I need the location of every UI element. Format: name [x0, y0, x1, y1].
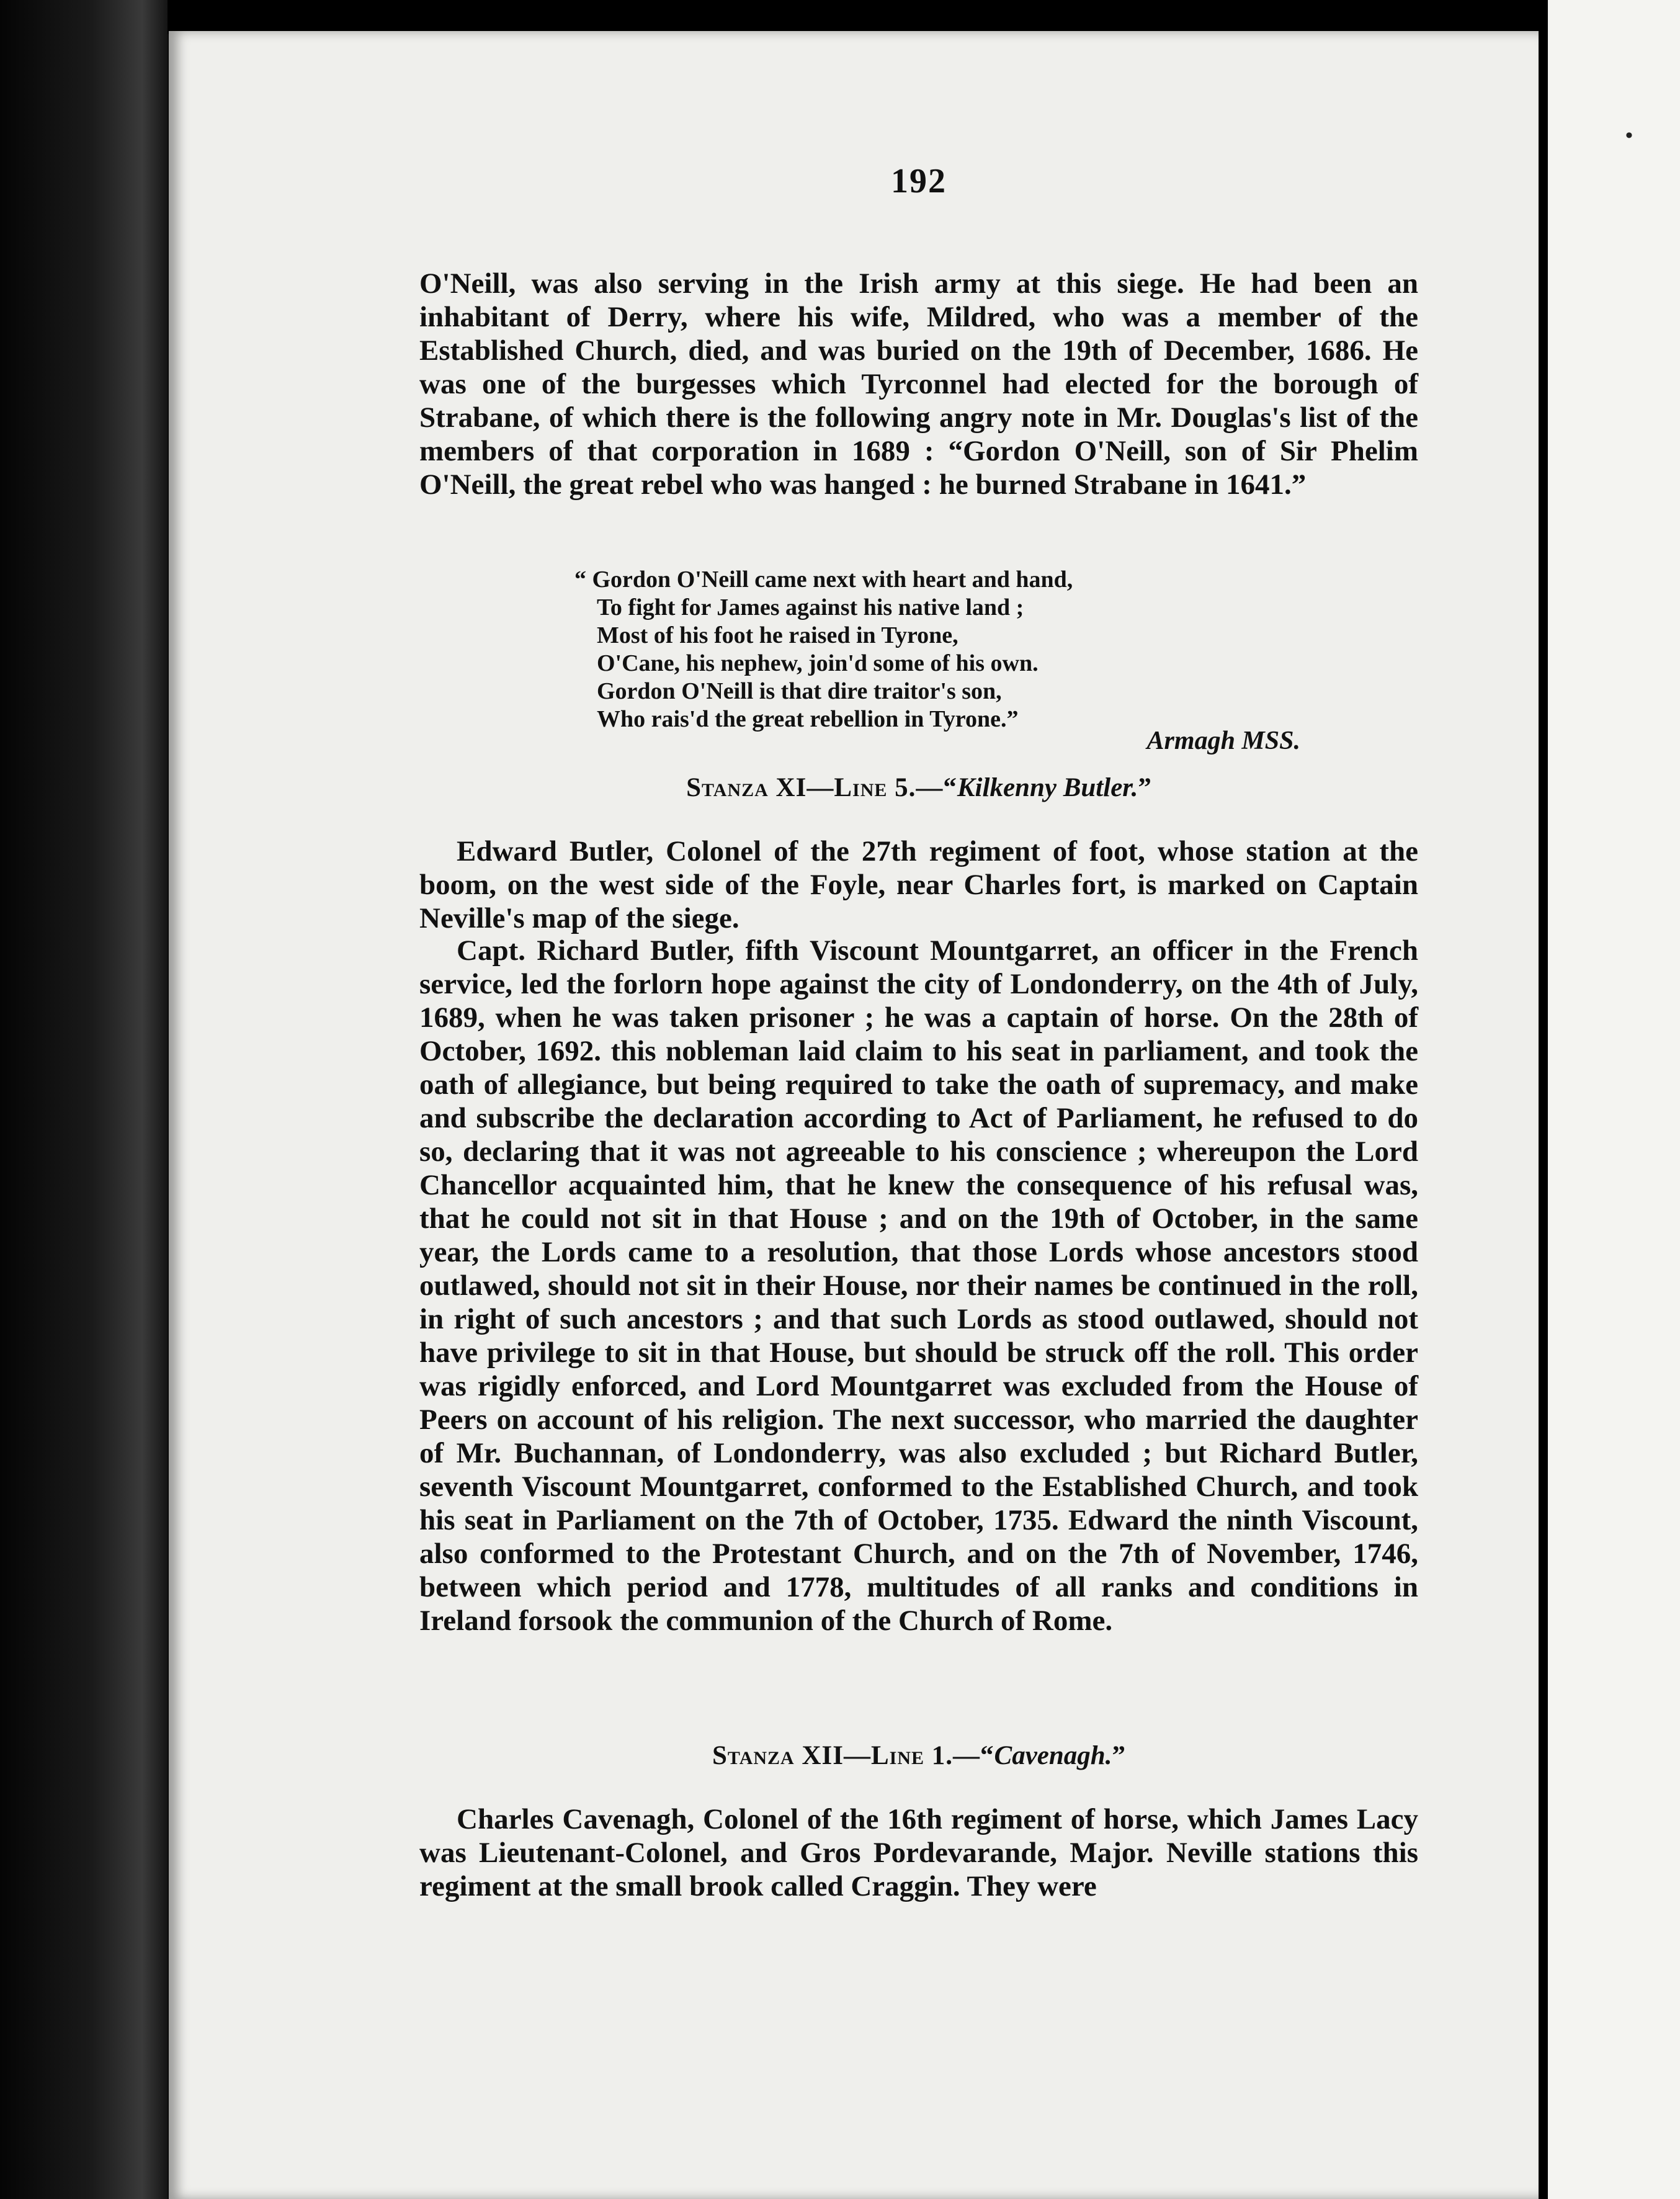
verse-quotation: [574, 566, 1307, 733]
section-heading-stanza-xi: [419, 773, 1418, 803]
book-spine-shadow: [0, 0, 168, 2199]
section-heading-stanza-xii: [419, 1740, 1418, 1771]
page-number: 192: [891, 162, 947, 200]
paragraph-edward-butler: Edward Butler, Colonel of the 27th regiment of foot, whose station at the boom, on the west side of the Foyle, near Charles fort, is marked on Captain Neville's map of the siege.: [419, 835, 1418, 934]
paragraph-charles-cavenagh: Charles Cavenagh, Colonel of the 16th regiment of horse, which James Lacy was Lieutenant-Colonel, and Gros Pordevarande, Major. Neville stations this regiment at the small brook called Craggin. They were: [419, 1803, 1418, 1902]
heading-suffix: ”: [1112, 1741, 1125, 1770]
scan-top-border: [0, 0, 1680, 34]
facing-page-edge: [1548, 0, 1680, 2199]
heading-title: Cavenagh.: [994, 1741, 1112, 1770]
paragraph-richard-butler: Capt. Richard Butler, fifth Viscount Mountgarret, an officer in the French service, led the forlorn hope against the city of Londonderry, on the 4th of July, 1689, when he was taken prisoner ; he was a captain of horse. On the 28th of October, 1692. this nobleman laid claim to his seat in parliament, and took the oath of allegiance, but being required to take the oath of supremacy, and make and subscribe the declaration according to Act of Parliament, he refused to do so, declaring that it was not agreeable to his conscience ; whereupon the Lord Chancellor acquainted him, that he knew the consequence of his refusal was, that he could not sit in that House ; and on the 19th of October, in the same year, the Lords came to a resolution, that those Lords whose ancestors stood outlawed, should not sit in their House, nor their names be continued in the roll, in right of such ancestors ; and that such Lords as stood outlawed, should not have privilege to sit in that House, but should be struck off the roll. This order was rigidly enforced, and Lord Mountgarret was excluded from the House of Peers on account of his religion. The next successor, who married the daughter of Mr. Buchannan, of Londonderry, was also excluded ; but Richard Butler, seventh Viscount Mountgarret, conformed to the Established Church, and took his seat in Parliament on the 7th of October, 1735. Edward the ninth Viscount, also conformed to the Protestant Church, and on the 7th of November, 1746, between which period and 1778, multitudes of all ranks and conditions in Ireland forsook the communion of the Church of Rome.: [419, 934, 1418, 1637]
facing-page-speck: •: [1625, 124, 1633, 147]
heading-title: Kilkenny Butler.: [957, 773, 1138, 802]
verse-attribution: Armagh MSS.: [1146, 727, 1300, 755]
verse-line: Most of his foot he raised in Tyrone,: [597, 622, 958, 648]
book-page: [169, 31, 1539, 2199]
verse-line: Who rais'd the great rebellion in Tyrone.”: [597, 706, 1019, 732]
heading-suffix: ”: [1138, 773, 1151, 802]
verse-line: Gordon O'Neill is that dire traitor's son,: [597, 678, 1002, 704]
verse-line: “ Gordon O'Neill came next with heart and hand,: [574, 567, 1073, 593]
paragraph-gordon-oneill: O'Neill, was also serving in the Irish army at this siege. He had been an inhabitant of Derry, where his wife, Mildred, who was a member of the Established Church, died, and was buried on the 19th of December, 1686. He was one of the burgesses which Tyrconnel had elected for the borough of Strabane, of which there is the following angry note in Mr. Douglas's list of the members of that corporation in 1689 : “Gordon O'Neill, son of Sir Phelim O'Neill, the great rebel who was hanged : he burned Strabane in 1641.”: [419, 267, 1418, 501]
verse-line: To fight for James against his native land ;: [597, 594, 1024, 620]
verse-line: O'Cane, his nephew, join'd some of his own.: [597, 650, 1039, 676]
heading-prefix: Stanza XII—Line 1.—“: [712, 1741, 994, 1770]
heading-prefix: Stanza XI—Line 5.—“: [686, 773, 957, 802]
